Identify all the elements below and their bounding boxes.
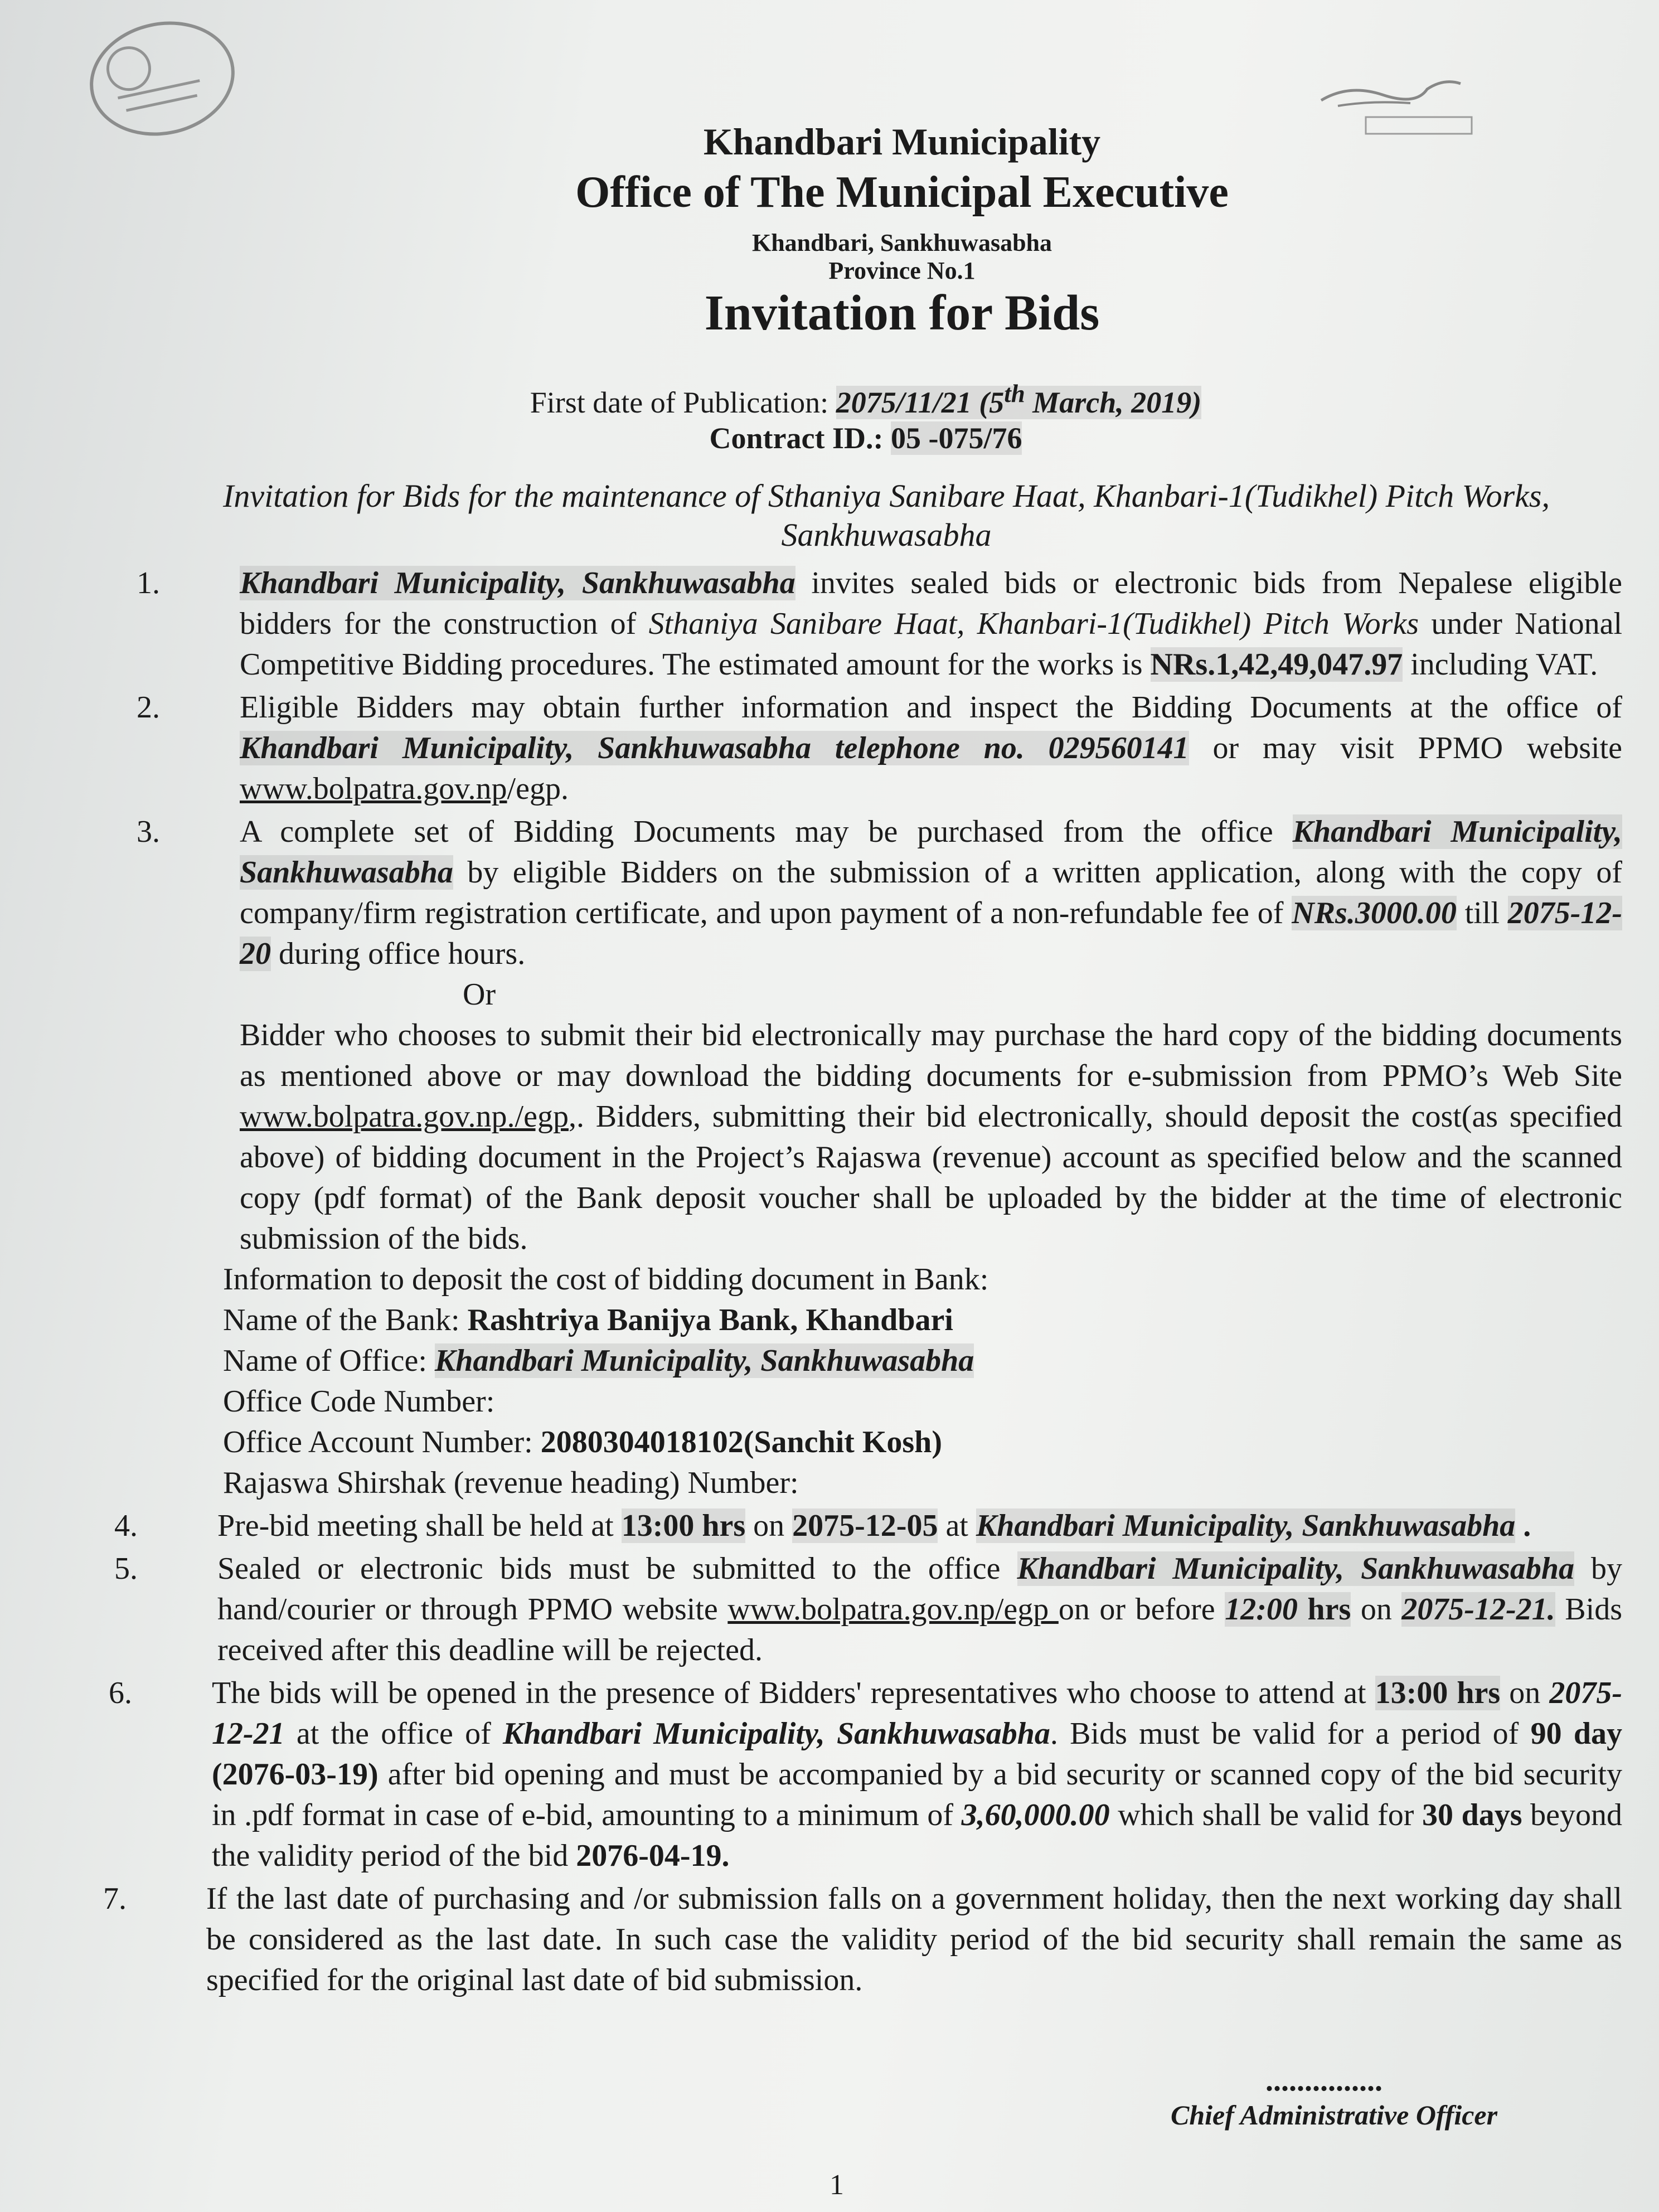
list-item: 7. If the last date of purchasing and /or submission falls on a government holiday, then the next working day shall be considered as the last date. In such case the validity period of the bid security shall remain the same as specified for the original last date of bid submission. (103, 1881, 1622, 1997)
contract-id: Contract ID.: 05 -075/76 (709, 421, 1022, 455)
office-address: Khandbari, Sankhuwasabha (751, 229, 1052, 256)
intro-text: Invitation for Bids for the maintenance of Sthaniya Sanibare Haat, Khanbari-1(Tudikhel) Pitch Works, Sankhuwasabha (223, 478, 1550, 553)
list-item: 1. Khandbari Municipality, Sankhuwasabha invites sealed bids or electronic bids from Nepalese eligible bidders for the construction of Sthaniya Sanibare Haat, Khanbari-1(Tudikhel) Pitch Works under National Competitive Bidding procedures. The estimated amount for the works is NRs.1,42,49,047.97 including VAT. (137, 566, 1623, 682)
ppmo-link[interactable]: www.bolpatra.gov.np (240, 772, 507, 806)
items-list (103, 563, 1623, 2003)
list-item: 6. The bids will be opened in the presence of Bidders' representatives who choose to attend at 13:00 hrs on 2075-12-21 at the office of Khandbari Municipality, Sankhuwasabha. Bids must be valid for a period of 90 day (2076-03-19) after bid opening and must be accompanied by a bid security or scanned copy of the bid security in .pdf format in case of e-bid, amounting to a minimum of 3,60,000.00 which shall be valid for 30 days beyond the validity period of the bid 2076-04-19. (109, 1676, 1623, 1873)
ppmo-egp-link[interactable]: www.bolpatra.gov.np./egp (240, 1099, 569, 1134)
submission-link[interactable]: www.bolpatra.gov.np/egp (727, 1592, 1059, 1627)
list-item: 4. Pre-bid meeting shall be held at 13:00 hrs on 2075-12-05 at Khandbari Municipality, Sankhuwasabha . (114, 1508, 1531, 1543)
page-number: 1 (830, 2169, 844, 2201)
signature-dots: ............... (1265, 2063, 1382, 2098)
list-item: 5. Sealed or electronic bids must be submitted to the office Khandbari Municipality, Sankhuwasabha by hand/courier or through PPMO website www.bolpatra.gov.np/egp on or before 12:00 hrs on 2075-12-21. Bids received after this deadline will be rejected. (114, 1551, 1623, 1667)
signatory-title: Chief Administrative Officer (1171, 2099, 1498, 2131)
document-title: Invitation for Bids (704, 285, 1100, 341)
province: Province No.1 (828, 257, 976, 284)
list-item: 3. A complete set of Bidding Documents may be purchased from the office Khandbari Municipality, Sankhuwasabha by eligible Bidders on the submission of a written application, along with the copy of company/firm registration certificate, and upon payment of a non-refundable fee of NRs.3000.00 till 2075-12-20 during office hours. Or Bidder who chooses to submit their bid electronically may purchase the hard copy of the bidding documents as mentioned above or may download the bidding documents for e-submission from PPMO’s Web Site www.bolpatra.gov.np./egp,. Bidders, submitting their bid electronically, should deposit the cost(as specified above) of bidding document in the Project’s Rajaswa (revenue) account as specified below and the scanned copy (pdf format) of the Bank deposit voucher shall be uploaded by the bidder at the time of electronic submission of the bids. Information to deposit the cost of bidding document in Bank: Name of the Bank: Rashtriya Banijya Bank, Khandbari Name of Office: Khandbari Municipality, Sankhuwasabha Office Code Number: Office Account Number: 2080304018102(Sanchit Kosh) Rajaswa Shirshak (revenue heading) Number: (137, 814, 1623, 1500)
list-item: 2. Eligible Bidders may obtain further information and inspect the Bidding Documents at the office of Khandbari Municipality, Sankhuwasabha telephone no. 029560141 or may visit PPMO website www.bolpatra.gov.np/egp. (137, 690, 1623, 806)
publication-date: First date of Publication: 2075/11/21 (5th March, 2019) (530, 380, 1202, 419)
org-name: Khandbari Municipality (703, 120, 1101, 163)
office-name: Office of The Municipal Executive (575, 168, 1229, 217)
